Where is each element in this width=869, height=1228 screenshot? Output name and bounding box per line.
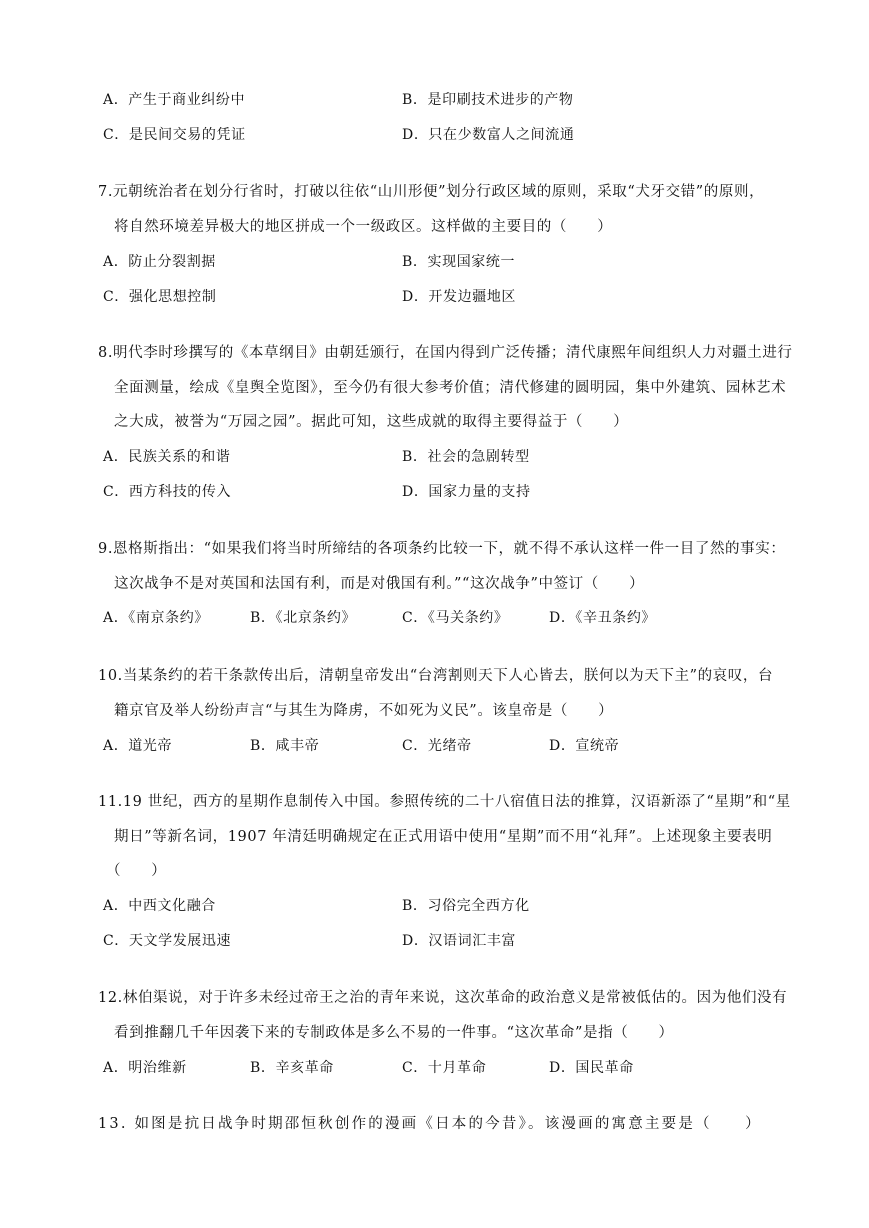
- q9-option-a: A．《南京条约》: [103, 610, 209, 626]
- q10-option-d: D．宣统帝: [549, 738, 620, 754]
- q12-option-c: C．十月革命: [402, 1060, 487, 1076]
- q10-option-a: A．道光帝: [103, 738, 173, 754]
- q8-stem-line1: 8.明代李时珍撰写的《本草纲目》由朝廷颁行，在国内得到广泛传播；清代康熙年间组织人力对疆土进行: [98, 345, 793, 361]
- q12-stem-line1: 12.林伯渠说，对于许多未经过帝王之治的青年来说，这次革命的政治意义是常被低估的。因为他们没有: [98, 990, 788, 1006]
- q7-stem-line1: 7.元朝统治者在划分行省时，打破以往依“山川形便”划分行政区域的原则，采取“犬牙交错”的原则，: [98, 184, 765, 200]
- q11-stem-line2: 期日”等新名词，1907 年清廷明确规定在正式用语中使用“星期”而不用“礼拜”。上述现象主要表明: [114, 829, 773, 845]
- q11-option-a: A．中西文化融合: [103, 898, 216, 914]
- q9-option-c: C．《马关条约》: [402, 610, 509, 626]
- q10-option-c: C．光绪帝: [402, 738, 472, 754]
- q11-option-d: D．汉语词汇丰富: [402, 933, 517, 949]
- q12-option-a: A．明治维新: [103, 1060, 187, 1076]
- q6-option-a: A．产生于商业纠纷中: [103, 92, 246, 108]
- q9-stem-line2: 这次战争不是对英国和法国有利，而是对俄国有利。”“这次战争”中签订（ ）: [114, 576, 645, 592]
- q8-option-b: B．社会的急剧转型: [402, 449, 530, 465]
- q12-option-d: D．国民革命: [549, 1060, 634, 1076]
- q11-stem-line1: 11.19 世纪，西方的星期作息制传入中国。参照传统的二十八宿值日法的推算，汉语新添了“星期”和“星: [98, 794, 791, 810]
- q10-stem-line1: 10.当某条约的若干条款传出后，清朝皇帝发出“台湾割则天下人心皆去，朕何以为天下主”的哀叹，台: [98, 668, 774, 684]
- q9-option-d: D．《辛丑条约》: [549, 610, 657, 626]
- q7-option-c: C．强化思想控制: [103, 289, 217, 305]
- q8-stem-line3: 之大成，被誉为“万园之园”。据此可知，这些成就的取得主要得益于（ ）: [114, 414, 629, 430]
- q11-option-b: B．习俗完全西方化: [402, 898, 530, 914]
- q7-option-a: A．防止分裂割据: [103, 254, 216, 270]
- q12-option-b: B．辛亥革命: [250, 1060, 334, 1076]
- q9-stem-line1: 9.恩格斯指出：“如果我们将当时所缔结的各项条约比较一下，就不得不承认这样一件一目了然的事实：: [98, 541, 786, 557]
- q9-option-b: B．《北京条约》: [250, 610, 357, 626]
- q6-option-c: C．是民间交易的凭证: [103, 127, 246, 143]
- q7-option-b: B．实现国家统一: [402, 254, 516, 270]
- q8-option-d: D．国家力量的支持: [402, 484, 531, 500]
- q7-stem-line2: 将自然环境差异极大的地区拼成一个一级政区。这样做的主要目的（ ）: [114, 219, 613, 235]
- q8-option-a: A．民族关系的和谐: [103, 449, 231, 465]
- q7-option-d: D．开发边疆地区: [402, 289, 517, 305]
- q8-stem-line2: 全面测量，绘成《皇舆全览图》，至今仍有很大参考价值；清代修建的圆明园，集中外建筑、园林艺术: [114, 380, 787, 396]
- q10-stem-line2: 籍京官及举人纷纷声言“与其生为降虏，不如死为义民”。该皇帝是（ ）: [114, 703, 614, 719]
- q13-stem-line1: 13. 如图是抗日战争时期邵恒秋创作的漫画《日本的今昔》。该漫画的寓意主要是（ ）: [98, 1116, 762, 1132]
- q11-stem-line3: （ ）: [106, 863, 167, 879]
- q12-stem-line2: 看到推翻几千年因袭下来的专制政体是多么不易的一件事。“这次革命”是指（ ）: [114, 1025, 674, 1041]
- q6-option-d: D．只在少数富人之间流通: [402, 127, 575, 143]
- q10-option-b: B．咸丰帝: [250, 738, 320, 754]
- q8-option-c: C．西方科技的传入: [103, 484, 232, 500]
- q6-option-b: B．是印刷技术进步的产物: [402, 92, 574, 108]
- q11-option-c: C．天文学发展迅速: [103, 933, 232, 949]
